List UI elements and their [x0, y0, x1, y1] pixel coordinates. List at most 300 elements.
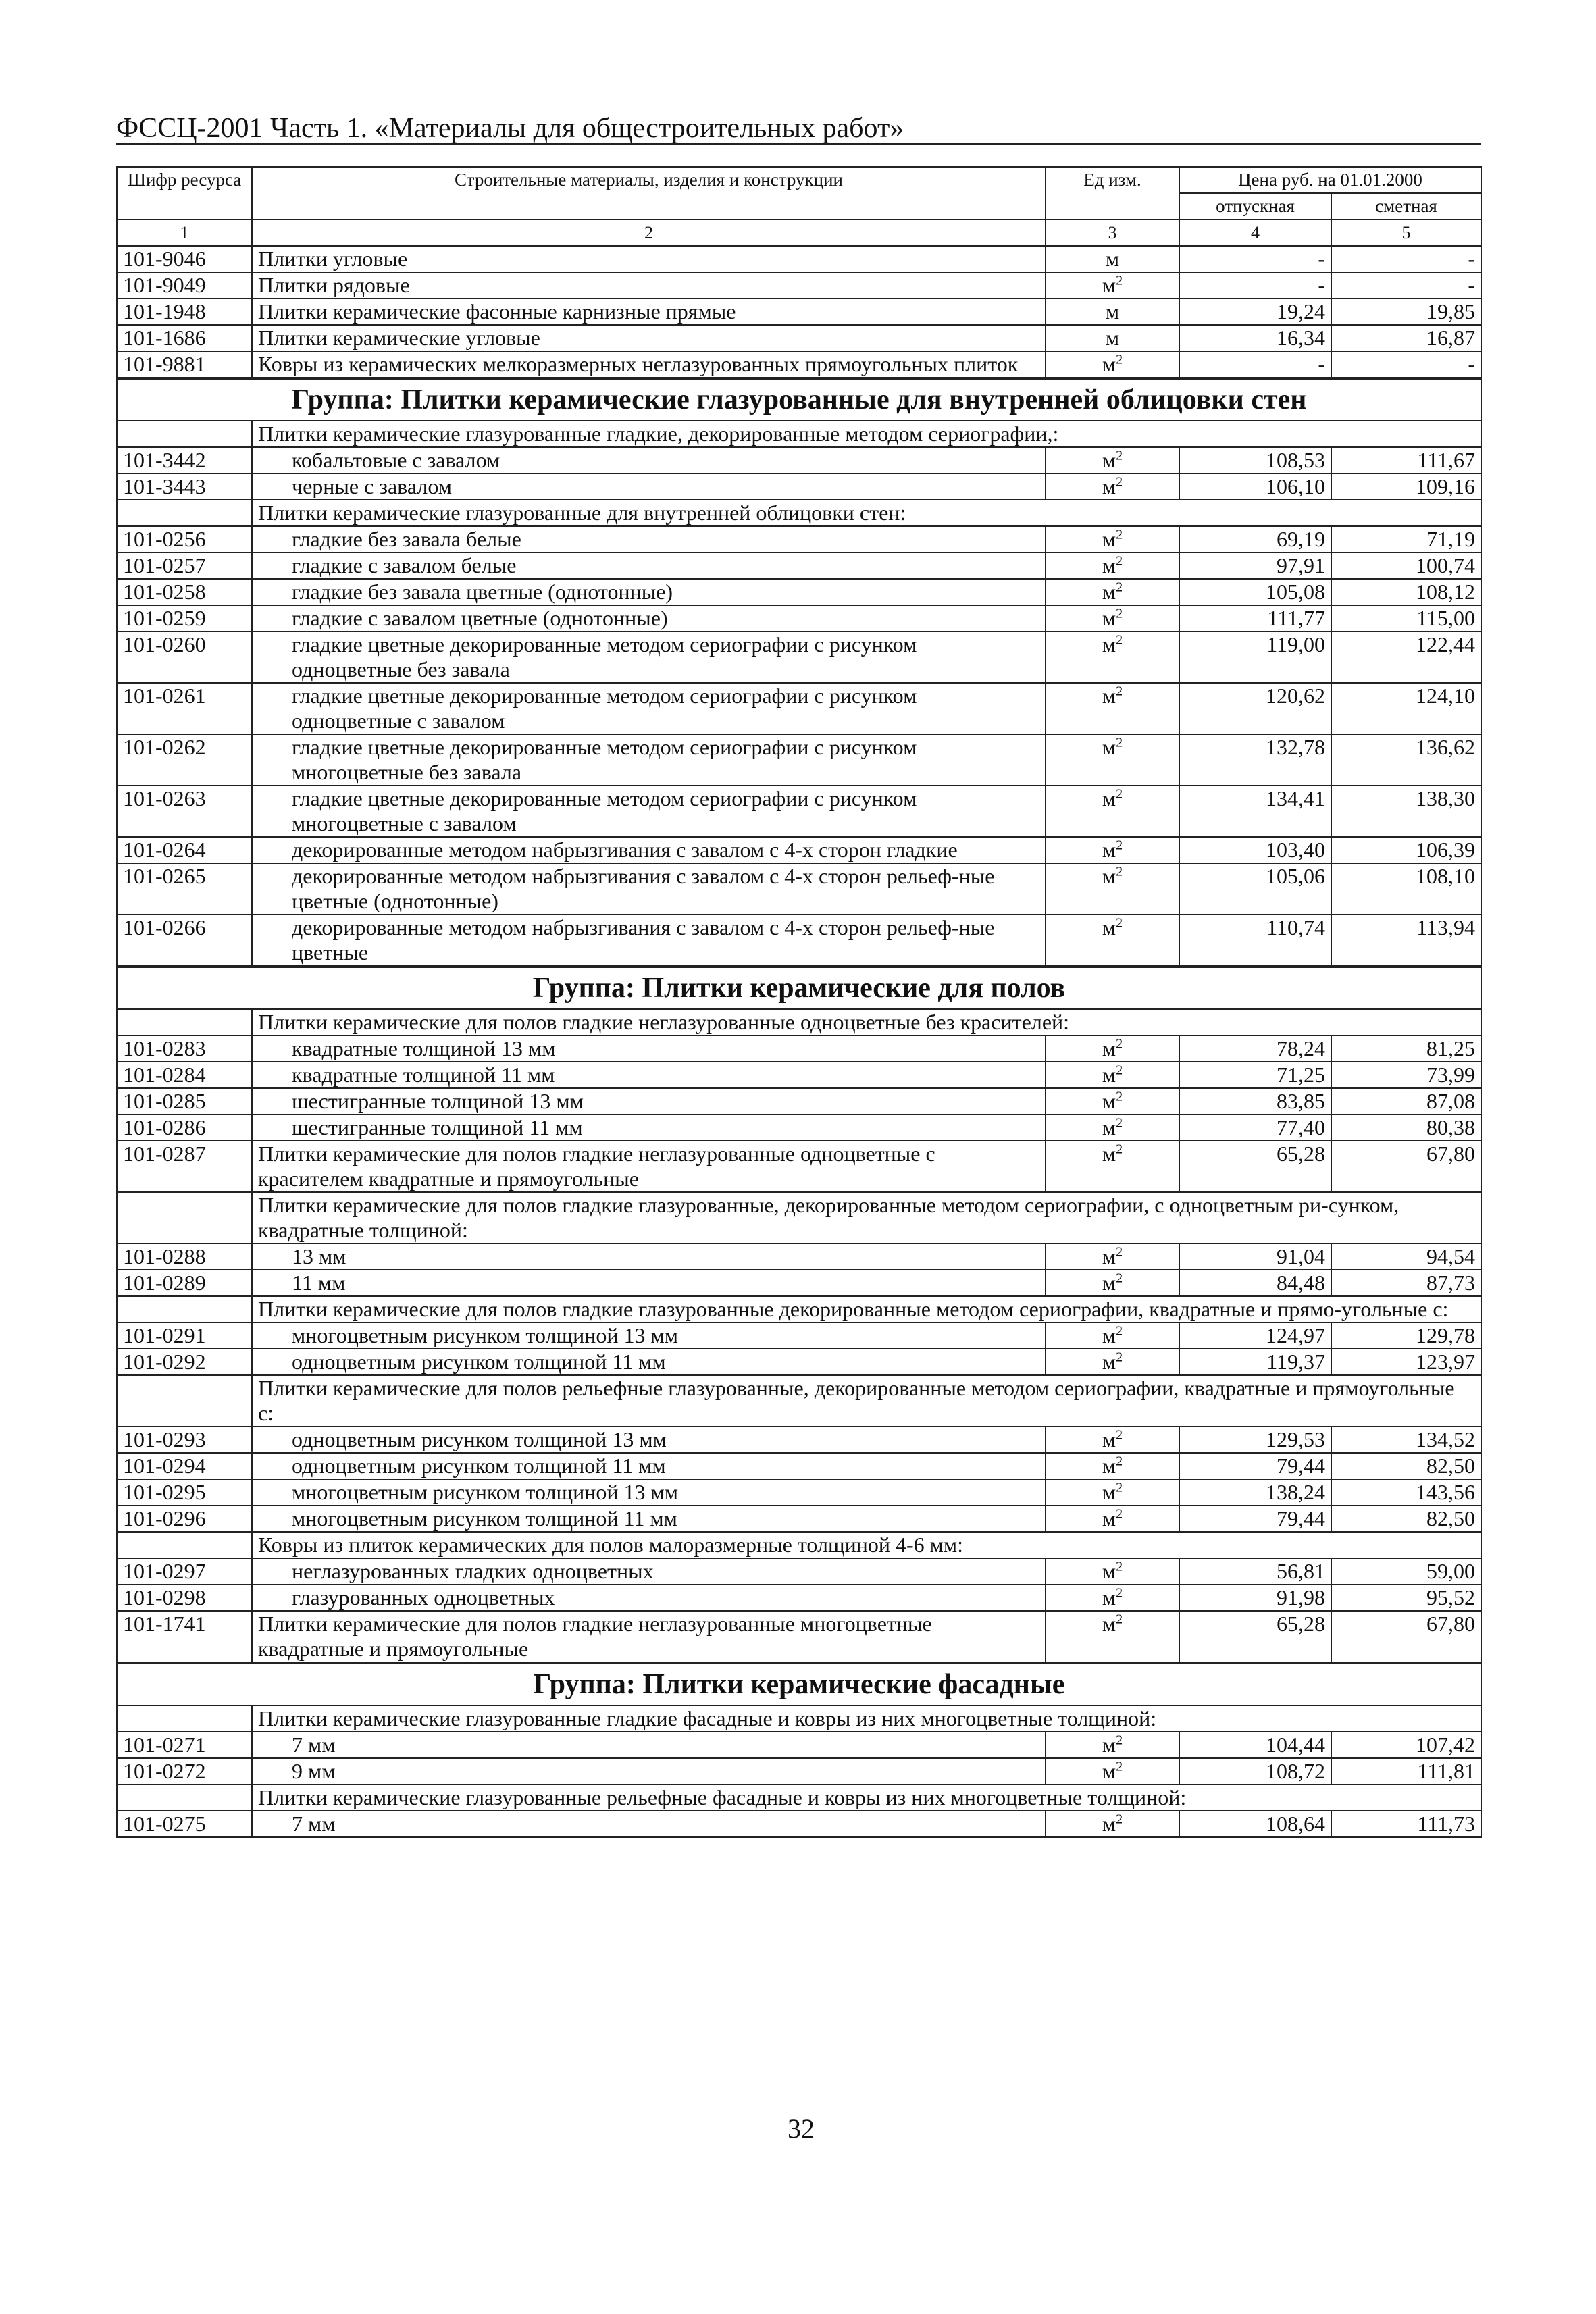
unit: м [1102, 838, 1116, 862]
unit-cell [1046, 447, 1179, 473]
unit: м [1102, 553, 1116, 577]
resource-code: 101-0266 [117, 915, 252, 967]
table-row [117, 605, 1481, 632]
estimate-price: 73,99 [1331, 1062, 1481, 1088]
estimate-price: 100,74 [1331, 552, 1481, 579]
sale-price: 19,24 [1179, 299, 1331, 325]
table-row [117, 552, 1481, 579]
unit-cell [1046, 1035, 1179, 1062]
col-number: 3 [1046, 220, 1179, 246]
unit: м [1102, 1427, 1116, 1451]
material-name: гладкие цветные декорированные методом сериографии с рисунком многоцветные без завала [252, 734, 1046, 786]
unit-exponent: 2 [1116, 580, 1123, 595]
table-header-row [117, 167, 1481, 193]
unit: м [1102, 1559, 1116, 1583]
subgroup-caption: Плитки керамические для полов гладкие глазурованные, декорированные методом сериографии, с одноцветным ри-сунком, квадратные толщиной: [252, 1192, 1481, 1243]
sale-price: 106,10 [1179, 473, 1331, 500]
table-row [117, 299, 1481, 325]
unit-exponent: 2 [1116, 1612, 1123, 1627]
resource-code: 101-0263 [117, 786, 252, 837]
material-name: гладкие без завала белые [252, 526, 1046, 552]
sale-price: 108,53 [1179, 447, 1331, 473]
material-name: декорированные методом набрызгивания с завалом с 4-х сторон рельеф-ные цветные (однотонные) [252, 863, 1046, 915]
unit-exponent: 2 [1116, 553, 1123, 569]
table-row [117, 579, 1481, 605]
material-name: неглазурованных гладких одноцветных [252, 1558, 1046, 1585]
resource-code: 101-0293 [117, 1426, 252, 1453]
subgroup-row [117, 1296, 1481, 1322]
table-row [117, 1114, 1481, 1141]
unit-exponent: 2 [1116, 684, 1123, 699]
unit-exponent: 2 [1116, 1115, 1123, 1131]
group-heading-row [117, 378, 1481, 421]
table-row [117, 1270, 1481, 1296]
table-row [117, 1758, 1481, 1784]
material-name: Плитки керамические для полов гладкие неглазурованные многоцветные квадратные и прямоугольные [252, 1611, 1046, 1663]
estimate-price: 80,38 [1331, 1114, 1481, 1141]
sale-price: 111,77 [1179, 605, 1331, 632]
material-name: Плитки угловые [252, 246, 1046, 272]
unit-exponent: 2 [1116, 735, 1123, 750]
table-row [117, 863, 1481, 915]
table-row [117, 1479, 1481, 1506]
unit-cell [1046, 246, 1179, 272]
material-name: гладкие цветные декорированные методом сериографии с рисунком одноцветные без завала [252, 632, 1046, 683]
unit-exponent: 2 [1116, 1349, 1123, 1365]
resource-code: 101-0260 [117, 632, 252, 683]
sale-price: 119,37 [1179, 1349, 1331, 1375]
material-name: одноцветным рисунком толщиной 11 мм [252, 1349, 1046, 1375]
table-row [117, 351, 1481, 378]
subgroup-code-cell [117, 421, 252, 447]
col-header-estimate: сметная [1331, 193, 1481, 220]
subgroup-caption: Плитки керамические глазурованные гладкие, декорированные методом сериографии,: [252, 421, 1481, 447]
resource-code: 101-0286 [117, 1114, 252, 1141]
sale-price: 119,00 [1179, 632, 1331, 683]
unit-cell [1046, 1141, 1179, 1192]
unit-cell [1046, 579, 1179, 605]
unit: м [1102, 1141, 1116, 1166]
unit-cell [1046, 1453, 1179, 1479]
unit-cell [1046, 1349, 1179, 1375]
unit: м [1102, 1454, 1116, 1478]
material-name: одноцветным рисунком толщиной 11 мм [252, 1453, 1046, 1479]
header-rule [116, 143, 1481, 145]
resource-code: 101-0275 [117, 1811, 252, 1837]
unit-exponent: 2 [1116, 1585, 1123, 1601]
estimate-price: 67,80 [1331, 1611, 1481, 1663]
resource-code: 101-1948 [117, 299, 252, 325]
estimate-price: 109,16 [1331, 473, 1481, 500]
sale-price: 138,24 [1179, 1479, 1331, 1506]
resource-code: 101-1741 [117, 1611, 252, 1663]
unit-exponent: 2 [1116, 1759, 1123, 1774]
unit: м [1102, 1480, 1116, 1504]
unit-cell [1046, 1426, 1179, 1453]
col-number: 1 [117, 220, 252, 246]
group-heading: Группа: Плитки керамические глазурованные для внутренней облицовки стен [117, 378, 1481, 421]
estimate-price: 138,30 [1331, 786, 1481, 837]
subgroup-row [117, 1784, 1481, 1811]
sale-price: 65,28 [1179, 1611, 1331, 1663]
unit-exponent: 2 [1116, 1559, 1123, 1574]
sale-price: 56,81 [1179, 1558, 1331, 1585]
table-row [117, 915, 1481, 967]
unit-exponent: 2 [1116, 786, 1123, 802]
sale-price: 65,28 [1179, 1141, 1331, 1192]
subgroup-code-cell [117, 1784, 252, 1811]
sale-price: 105,08 [1179, 579, 1331, 605]
estimate-price: 19,85 [1331, 299, 1481, 325]
sale-price: 79,44 [1179, 1453, 1331, 1479]
table-row [117, 1558, 1481, 1585]
resource-code: 101-0298 [117, 1585, 252, 1611]
unit-cell [1046, 1732, 1179, 1758]
unit-cell [1046, 325, 1179, 351]
unit: м [1102, 606, 1116, 630]
table-row [117, 272, 1481, 299]
material-name: черные с завалом [252, 473, 1046, 500]
material-name: Плитки керамические фасонные карнизные прямые [252, 299, 1046, 325]
resource-code: 101-0288 [117, 1243, 252, 1270]
material-name: Плитки керамические угловые [252, 325, 1046, 351]
unit-exponent: 2 [1116, 632, 1123, 648]
subgroup-code-cell [117, 1009, 252, 1035]
unit: м [1102, 448, 1116, 472]
unit-exponent: 2 [1116, 352, 1123, 367]
estimate-price: - [1331, 246, 1481, 272]
estimate-price: - [1331, 272, 1481, 299]
unit-cell [1046, 1758, 1179, 1784]
unit-cell [1046, 632, 1179, 683]
unit: м [1105, 247, 1120, 271]
material-name: квадратные толщиной 11 мм [252, 1062, 1046, 1088]
unit: м [1102, 1036, 1116, 1060]
estimate-price: 106,39 [1331, 837, 1481, 863]
resource-code: 101-0257 [117, 552, 252, 579]
estimate-price: 71,19 [1331, 526, 1481, 552]
sale-price: 97,91 [1179, 552, 1331, 579]
unit: м [1105, 299, 1120, 324]
unit-exponent: 2 [1116, 1732, 1123, 1748]
resource-code: 101-0262 [117, 734, 252, 786]
resource-code: 101-3442 [117, 447, 252, 473]
unit-exponent: 2 [1116, 448, 1123, 463]
unit-exponent: 2 [1116, 474, 1123, 490]
subgroup-caption: Плитки керамические глазурованные для внутренней облицовки стен: [252, 500, 1481, 526]
table-row [117, 1062, 1481, 1088]
material-name: 11 мм [252, 1270, 1046, 1296]
resource-code: 101-0261 [117, 683, 252, 734]
subgroup-row [117, 500, 1481, 526]
unit: м [1105, 326, 1120, 350]
subgroup-caption: Плитки керамические для полов рельефные глазурованные, декорированные методом сериографии, квадратные и прямоугольные с: [252, 1375, 1481, 1426]
table-row [117, 1506, 1481, 1532]
resource-code: 101-0292 [117, 1349, 252, 1375]
estimate-price: 111,81 [1331, 1758, 1481, 1784]
estimate-price: 113,94 [1331, 915, 1481, 967]
material-name: глазурованных одноцветных [252, 1585, 1046, 1611]
unit-exponent: 2 [1116, 1270, 1123, 1286]
unit: м [1102, 1115, 1116, 1139]
material-name: Ковры из керамических мелкоразмерных неглазурованных прямоугольных плиток [252, 351, 1046, 378]
unit-cell [1046, 272, 1179, 299]
unit-cell [1046, 1506, 1179, 1532]
unit-exponent: 2 [1116, 838, 1123, 853]
material-name: гладкие без завала цветные (однотонные) [252, 579, 1046, 605]
col-header-code: Шифр ресурса [117, 167, 252, 220]
unit-exponent: 2 [1116, 1506, 1123, 1522]
table-row [117, 1811, 1481, 1837]
unit: м [1102, 1323, 1116, 1347]
unit-cell [1046, 1811, 1179, 1837]
unit: м [1102, 527, 1116, 551]
unit-exponent: 2 [1116, 1811, 1123, 1827]
unit-cell [1046, 786, 1179, 837]
table-row [117, 1141, 1481, 1192]
table-row [117, 1426, 1481, 1453]
sale-price: 77,40 [1179, 1114, 1331, 1141]
estimate-price: 81,25 [1331, 1035, 1481, 1062]
sale-price: 69,19 [1179, 526, 1331, 552]
table-row [117, 734, 1481, 786]
table-row [117, 325, 1481, 351]
sale-price: 110,74 [1179, 915, 1331, 967]
subgroup-row [117, 1009, 1481, 1035]
unit-cell [1046, 1062, 1179, 1088]
material-name: гладкие с завалом белые [252, 552, 1046, 579]
unit-cell [1046, 526, 1179, 552]
subgroup-code-cell [117, 500, 252, 526]
estimate-price: - [1331, 351, 1481, 378]
unit-exponent: 2 [1116, 1062, 1123, 1078]
col-header-price: Цена руб. на 01.01.2000 [1179, 167, 1481, 193]
table-body [117, 246, 1481, 1837]
estimate-price: 108,12 [1331, 579, 1481, 605]
unit-exponent: 2 [1116, 1089, 1123, 1104]
unit-cell [1046, 1479, 1179, 1506]
resource-code: 101-0287 [117, 1141, 252, 1192]
col-number: 5 [1331, 220, 1481, 246]
sale-price: 108,64 [1179, 1811, 1331, 1837]
unit: м [1102, 352, 1116, 376]
resource-code: 101-0256 [117, 526, 252, 552]
material-name: 7 мм [252, 1811, 1046, 1837]
subgroup-code-cell [117, 1532, 252, 1558]
group-heading-row [117, 967, 1481, 1009]
material-name: одноцветным рисунком толщиной 13 мм [252, 1426, 1046, 1453]
material-name: кобальтовые с завалом [252, 447, 1046, 473]
material-name: 7 мм [252, 1732, 1046, 1758]
col-header-unit: Ед изм. [1046, 167, 1179, 220]
document-header: ФССЦ-2001 Часть 1. «Материалы для общестроительных работ» [116, 113, 904, 144]
resource-code: 101-0285 [117, 1088, 252, 1114]
subgroup-code-cell [117, 1192, 252, 1243]
resource-code: 101-0283 [117, 1035, 252, 1062]
estimate-price: 16,87 [1331, 325, 1481, 351]
unit-exponent: 2 [1116, 915, 1123, 931]
table-row [117, 1349, 1481, 1375]
table-row [117, 246, 1481, 272]
estimate-price: 95,52 [1331, 1585, 1481, 1611]
sale-price: 71,25 [1179, 1062, 1331, 1088]
sale-price: 132,78 [1179, 734, 1331, 786]
estimate-price: 87,08 [1331, 1088, 1481, 1114]
resource-code: 101-0284 [117, 1062, 252, 1088]
subgroup-row [117, 1532, 1481, 1558]
sale-price: - [1179, 351, 1331, 378]
estimate-price: 143,56 [1331, 1479, 1481, 1506]
sale-price: 91,98 [1179, 1585, 1331, 1611]
unit-cell [1046, 1243, 1179, 1270]
group-heading: Группа: Плитки керамические для полов [117, 967, 1481, 1009]
sale-price: 105,06 [1179, 863, 1331, 915]
subgroup-code-cell [117, 1705, 252, 1732]
subgroup-row [117, 1192, 1481, 1243]
estimate-price: 59,00 [1331, 1558, 1481, 1585]
unit-cell [1046, 605, 1179, 632]
table-row [117, 1585, 1481, 1611]
subgroup-caption: Плитки керамические для полов гладкие глазурованные декорированные методом сериографии, квадратные и прямо-угольные с: [252, 1296, 1481, 1322]
table-row [117, 1322, 1481, 1349]
resource-code: 101-0258 [117, 579, 252, 605]
sale-price: 124,97 [1179, 1322, 1331, 1349]
material-name: Плитки керамические для полов гладкие неглазурованные одноцветные с красителем квадратные и прямоугольные [252, 1141, 1046, 1192]
subgroup-row [117, 1375, 1481, 1426]
unit-exponent: 2 [1116, 273, 1123, 288]
table-row [117, 526, 1481, 552]
table-row [117, 683, 1481, 734]
sale-price: 108,72 [1179, 1758, 1331, 1784]
unit: м [1102, 1062, 1116, 1087]
resource-code: 101-0289 [117, 1270, 252, 1296]
unit: м [1102, 474, 1116, 498]
resource-code: 101-1686 [117, 325, 252, 351]
material-name: 9 мм [252, 1758, 1046, 1784]
unit-exponent: 2 [1116, 1036, 1123, 1052]
group-heading-row [117, 1663, 1481, 1705]
material-name: Плитки рядовые [252, 272, 1046, 299]
material-name: гладкие цветные декорированные методом сериографии с рисунком одноцветные с завалом [252, 683, 1046, 734]
material-name: квадратные толщиной 13 мм [252, 1035, 1046, 1062]
sale-price: 129,53 [1179, 1426, 1331, 1453]
estimate-price: 111,67 [1331, 447, 1481, 473]
unit-cell [1046, 863, 1179, 915]
subgroup-caption: Плитки керамические для полов гладкие неглазурованные одноцветные без красителей: [252, 1009, 1481, 1035]
unit: м [1102, 1732, 1116, 1757]
table-row [117, 786, 1481, 837]
estimate-price: 67,80 [1331, 1141, 1481, 1192]
unit-exponent: 2 [1116, 1323, 1123, 1339]
unit-cell [1046, 473, 1179, 500]
unit-exponent: 2 [1116, 1454, 1123, 1469]
unit-exponent: 2 [1116, 1244, 1123, 1260]
subgroup-code-cell [117, 1375, 252, 1426]
unit: м [1102, 864, 1116, 888]
unit: м [1102, 684, 1116, 708]
resource-code: 101-0259 [117, 605, 252, 632]
table-row [117, 1453, 1481, 1479]
estimate-price: 108,10 [1331, 863, 1481, 915]
unit-cell [1046, 915, 1179, 967]
sale-price: - [1179, 246, 1331, 272]
subgroup-code-cell [117, 1296, 252, 1322]
unit-cell [1046, 299, 1179, 325]
table-row [117, 632, 1481, 683]
table-row [117, 473, 1481, 500]
column-number-row [117, 220, 1481, 246]
material-name: гладкие цветные декорированные методом сериографии с рисунком многоцветные с завалом [252, 786, 1046, 837]
material-name: многоцветным рисунком толщиной 13 мм [252, 1479, 1046, 1506]
subgroup-caption: Ковры из плиток керамических для полов малоразмерные толщиной 4-6 мм: [252, 1532, 1481, 1558]
unit-cell [1046, 1585, 1179, 1611]
unit-exponent: 2 [1116, 606, 1123, 621]
material-name: 13 мм [252, 1243, 1046, 1270]
unit: м [1102, 1506, 1116, 1531]
unit: м [1102, 1270, 1116, 1295]
table-row [117, 1611, 1481, 1663]
unit-exponent: 2 [1116, 864, 1123, 879]
unit: м [1102, 580, 1116, 604]
resource-code: 101-0296 [117, 1506, 252, 1532]
unit: м [1102, 735, 1116, 759]
resource-code: 101-0265 [117, 863, 252, 915]
sale-price: 16,34 [1179, 325, 1331, 351]
unit-cell [1046, 683, 1179, 734]
material-name: декорированные методом набрызгивания с завалом с 4-х сторон гладкие [252, 837, 1046, 863]
material-name: шестигранные толщиной 13 мм [252, 1088, 1046, 1114]
estimate-price: 94,54 [1331, 1243, 1481, 1270]
table-row [117, 1035, 1481, 1062]
estimate-price: 107,42 [1331, 1732, 1481, 1758]
resource-code: 101-0271 [117, 1732, 252, 1758]
estimate-price: 115,00 [1331, 605, 1481, 632]
unit: м [1102, 273, 1116, 297]
unit-cell [1046, 351, 1179, 378]
material-name: многоцветным рисунком толщиной 13 мм [252, 1322, 1046, 1349]
material-name: многоцветным рисунком толщиной 11 мм [252, 1506, 1046, 1532]
unit-cell [1046, 837, 1179, 863]
estimate-price: 122,44 [1331, 632, 1481, 683]
unit-cell [1046, 1322, 1179, 1349]
resource-code: 101-0264 [117, 837, 252, 863]
material-name: шестигранные толщиной 11 мм [252, 1114, 1046, 1141]
unit-exponent: 2 [1116, 1141, 1123, 1157]
resource-code: 101-0297 [117, 1558, 252, 1585]
unit-cell [1046, 1270, 1179, 1296]
page-number: 32 [788, 2113, 815, 2144]
resource-code: 101-0295 [117, 1479, 252, 1506]
estimate-price: 134,52 [1331, 1426, 1481, 1453]
unit-cell [1046, 552, 1179, 579]
table-row [117, 1088, 1481, 1114]
unit: м [1102, 915, 1116, 940]
estimate-price: 111,73 [1331, 1811, 1481, 1837]
sale-price: 120,62 [1179, 683, 1331, 734]
table-row [117, 1732, 1481, 1758]
resource-code: 101-0272 [117, 1758, 252, 1784]
sale-price: 103,40 [1179, 837, 1331, 863]
unit: м [1102, 1612, 1116, 1636]
resource-code: 101-9046 [117, 246, 252, 272]
material-name: гладкие с завалом цветные (однотонные) [252, 605, 1046, 632]
sale-price: 79,44 [1179, 1506, 1331, 1532]
unit-cell [1046, 1114, 1179, 1141]
sale-price: 78,24 [1179, 1035, 1331, 1062]
sale-price: - [1179, 272, 1331, 299]
sale-price: 91,04 [1179, 1243, 1331, 1270]
unit: м [1102, 1244, 1116, 1268]
